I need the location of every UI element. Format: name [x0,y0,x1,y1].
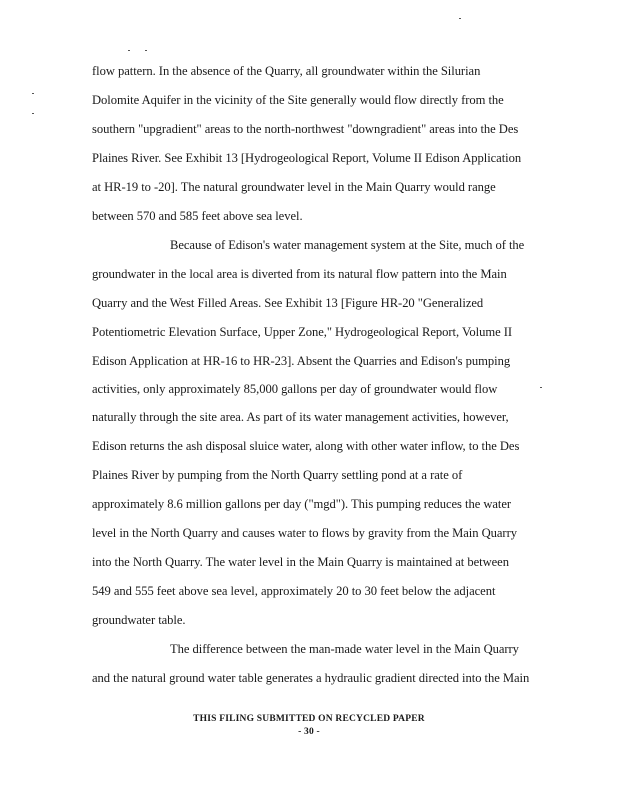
scan-speck [459,18,461,19]
text-line: The difference between the man-made water level in the Main Quarry [170,642,519,656]
text-line: groundwater in the local area is diverted from its natural flow pattern into the Main [92,267,507,281]
scan-speck [145,50,147,51]
text-line: activities, only approximately 85,000 gallons per day of groundwater would flow [92,382,498,396]
text-line: groundwater table. [92,613,186,627]
text-line: Potentiometric Elevation Surface, Upper Zone," Hydrogeological Report, Volume II [92,325,513,339]
recycled-paper-notice: THIS FILING SUBMITTED ON RECYCLED PAPER [193,714,425,724]
text-line: level in the North Quarry and causes water to flows by gravity from the Main Quarry [92,526,517,540]
text-line: Plaines River. See Exhibit 13 [Hydrogeological Report, Volume II Edison Application [92,151,522,165]
text-line: southern "upgradient" areas to the north-northwest "downgradient" areas into the Des [92,122,519,136]
scan-speck [540,387,542,388]
text-line: approximately 8.6 million gallons per day ("mgd"). This pumping reduces the water [92,497,512,511]
text-line: Edison returns the ash disposal sluice water, along with other water inflow, to the Des [92,439,520,453]
scan-speck [128,50,130,51]
page-number: - 30 - [298,727,320,737]
text-line: into the North Quarry. The water level in the Main Quarry is maintained at between [92,555,509,569]
text-line: Because of Edison's water management system at the Site, much of the [170,238,525,252]
text-line: between 570 and 585 feet above sea level. [92,209,303,223]
text-line: Quarry and the West Filled Areas. See Exhibit 13 [Figure HR-20 "Generalized [92,296,484,310]
text-line: flow pattern. In the absence of the Quarry, all groundwater within the Silurian [92,64,481,78]
text-line: naturally through the site area. As part of its water management activities, however, [92,410,509,424]
text-line: and the natural ground water table generates a hydraulic gradient directed into the Main [92,671,530,685]
scan-speck [32,93,34,94]
text-line: Plaines River by pumping from the North Quarry settling pond at a rate of [92,468,463,482]
text-line: Edison Application at HR-16 to HR-23]. Absent the Quarries and Edison's pumping [92,354,511,368]
scan-speck [32,113,34,114]
text-line: Dolomite Aquifer in the vicinity of the Site generally would flow directly from the [92,93,504,107]
text-line: 549 and 555 feet above sea level, approximately 20 to 30 feet below the adjacent [92,584,496,598]
text-line: at HR-19 to -20]. The natural groundwater level in the Main Quarry would range [92,180,496,194]
